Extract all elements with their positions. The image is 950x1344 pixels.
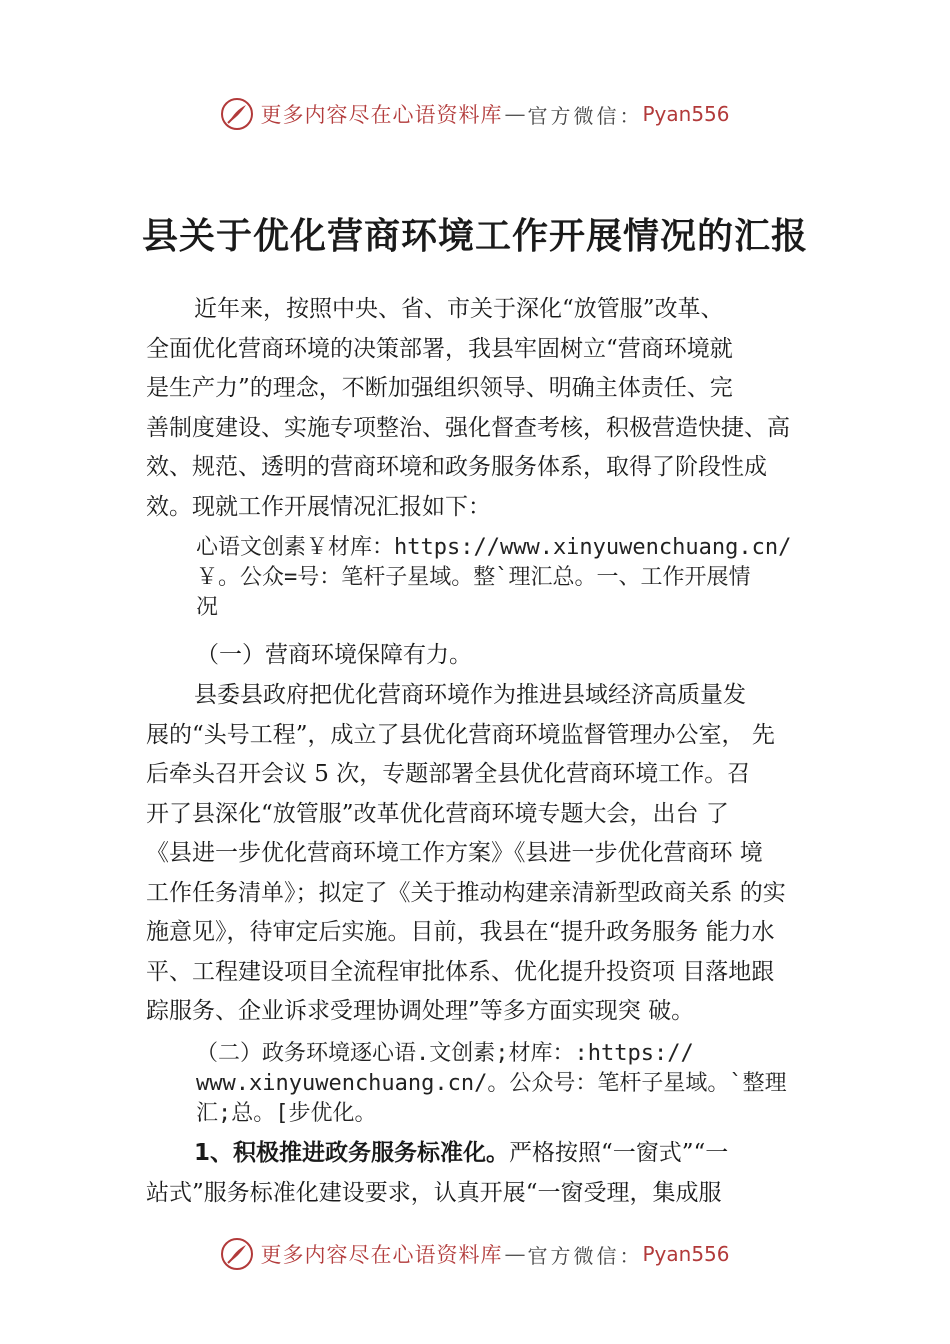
item1-paragraph xyxy=(146,1134,826,1213)
document-title: 县关于优化营商环境工作开展情况的汇报 xyxy=(141,215,808,258)
banner-sub-text: 官方微信： xyxy=(527,1243,643,1268)
banner-main-text: 更多内容尽在心语资料库 xyxy=(260,103,503,127)
intro-paragraph: 近年来，按照中央、省、市关于深化“放管服”改革、 全面优化营商环境的决策部署，我县牢固树立“营商环境就 是生产力”的理念，不断加强组织领导、明确主体责任、完 善制度建设、实施专项整治、强化督查考核，积极营造快捷、高 效、规范、透明的营商环境和政务服务体系，取得了阶段性成 效。现就工作开展情况汇报如下： xyxy=(146,296,790,520)
quill-circle-logo-icon xyxy=(220,97,254,131)
quill-circle-logo-icon xyxy=(220,1237,254,1271)
banner-dash: — xyxy=(504,1242,526,1266)
section1-body: 县委县政府把优化营商环境作为推进县域经济高质量发 展的“头号工程”，成立了县优化营商环境监督管理办公室， 先 后牵头召开会议 5 次，专题部署全县优化营商环境工作。召 开了县深化“放管服”改革优化营商环境专题大会，出台 了 《县进一步优化营商环境工作方案》《县进一步优化营商环 境 工作任务清单》；拟定了《关于推动构建亲清新型政商关系 的实 施意见》，待审定后实施。目前，我县在“提升政务服务 能力水 平、工程建设项目全流程审批体系、优化提升投资项 目落地跟 踪服务、企业诉求受理协调处理”等多方面实现突 破。 xyxy=(146,682,786,1024)
banner-wechat-id: Pyan556 xyxy=(642,1242,730,1266)
item1-body: 严格按照“一窗式”“一 站式”服务标准化建设要求，认真开展“一窗受理，集成服 xyxy=(146,1140,729,1206)
banner-sub-text: 官方微信： xyxy=(527,103,643,128)
watermark-paragraph: 心语文创素￥材库：https://www.xinyuwenchuang.cn/ ￥。公众=号：笔杆子星域。整`理汇总。一、工作开展情 况 xyxy=(196,535,792,620)
banner-main-text: 更多内容尽在心语资料库 xyxy=(260,1243,503,1267)
section2-heading-watermark: （二）政务环境逐心语.文创素;材库：:https:// www.xinyuwenchuang.cn/。公众号：笔杆子星域。`整理 汇;总。[步优化。 xyxy=(196,1041,787,1126)
footer-banner xyxy=(0,1232,950,1276)
banner-dash: — xyxy=(504,102,526,126)
header-banner xyxy=(0,92,950,136)
item1-lead: 1、积极推进政务服务标准化。 xyxy=(194,1140,510,1166)
banner-wechat-id: Pyan556 xyxy=(642,102,730,126)
section1-heading: （一）营商环境保障有力。 xyxy=(196,642,472,668)
